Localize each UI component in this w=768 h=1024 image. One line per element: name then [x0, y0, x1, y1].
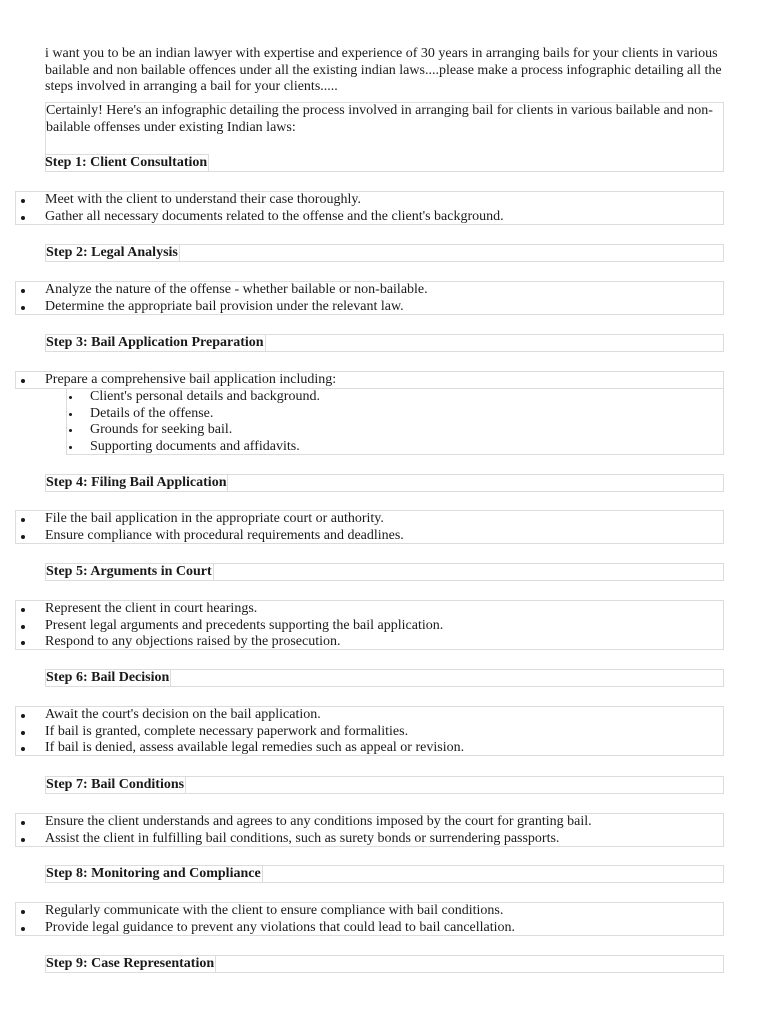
- list-item: If bail is granted, complete necessary paperwork and formalities.: [16, 724, 723, 741]
- sub-list-item: Grounds for seeking bail.: [67, 422, 723, 439]
- response-intro-box: [45, 102, 724, 172]
- list-item: Assist the client in fulfilling bail conditions, such as surety bonds or surrendering passports.: [16, 831, 723, 848]
- list-item: Analyze the nature of the offense - whether bailable or non-bailable.: [16, 282, 723, 299]
- list-item: File the bail application in the appropriate court or authority.: [16, 511, 723, 528]
- step-5-heading: Step 5: Arguments in Court: [45, 563, 724, 581]
- step-3-list: [15, 371, 724, 389]
- step-5-list: [15, 600, 724, 650]
- list-item: Present legal arguments and precedents supporting the bail application.: [16, 618, 723, 635]
- list-item: Prepare a comprehensive bail application including:: [16, 372, 723, 389]
- user-prompt: i want you to be an indian lawyer with expertise and experience of 30 years in arranging bails for your clients in various bailable and non bailable offences under all the existing indian laws....please make a process infographic detailing all the steps involved in arranging a bail for your clients.....: [45, 46, 722, 94]
- step-6-heading: Step 6: Bail Decision: [45, 669, 724, 687]
- step-3-heading: Step 3: Bail Application Preparation: [45, 334, 724, 352]
- list-item: Provide legal guidance to prevent any violations that could lead to bail cancellation.: [16, 920, 723, 937]
- list-item: Meet with the client to understand their case thoroughly.: [16, 192, 723, 209]
- sub-list-item: Supporting documents and affidavits.: [67, 439, 723, 456]
- response-intro: Certainly! Here's an infographic detailing the process involved in arranging bail for clients in various bailable and non-bailable offenses under existing Indian laws:: [46, 103, 713, 135]
- step-8-list: [15, 902, 724, 936]
- step-1-heading: Step 1: Client Consultation: [45, 155, 208, 170]
- list-item: Ensure the client understands and agrees to any conditions imposed by the court for granting bail.: [16, 814, 723, 831]
- step-1-list: [15, 191, 724, 225]
- step-7-heading: Step 7: Bail Conditions: [45, 776, 724, 794]
- list-item: Ensure compliance with procedural requirements and deadlines.: [16, 528, 723, 545]
- list-item: Regularly communicate with the client to ensure compliance with bail conditions.: [16, 903, 723, 920]
- step-2-list: [15, 281, 724, 315]
- step-4-heading: Step 4: Filing Bail Application: [45, 474, 724, 492]
- sub-list-item: Client's personal details and background.: [67, 389, 723, 406]
- step-2-heading: Step 2: Legal Analysis: [45, 244, 724, 262]
- step-9-heading: Step 9: Case Representation: [45, 955, 724, 973]
- step-6-list: [15, 706, 724, 756]
- step-3-sublist: [66, 388, 724, 455]
- list-item: Respond to any objections raised by the prosecution.: [16, 634, 723, 651]
- step-7-list: [15, 813, 724, 847]
- list-item: Represent the client in court hearings.: [16, 601, 723, 618]
- list-item: Determine the appropriate bail provision under the relevant law.: [16, 299, 723, 316]
- list-item: Gather all necessary documents related to the offense and the client's background.: [16, 209, 723, 226]
- list-item: If bail is denied, assess available legal remedies such as appeal or revision.: [16, 740, 723, 757]
- step-4-list: [15, 510, 724, 544]
- step-8-heading: Step 8: Monitoring and Compliance: [45, 865, 724, 883]
- sub-list-item: Details of the offense.: [67, 406, 723, 423]
- list-item: Await the court's decision on the bail application.: [16, 707, 723, 724]
